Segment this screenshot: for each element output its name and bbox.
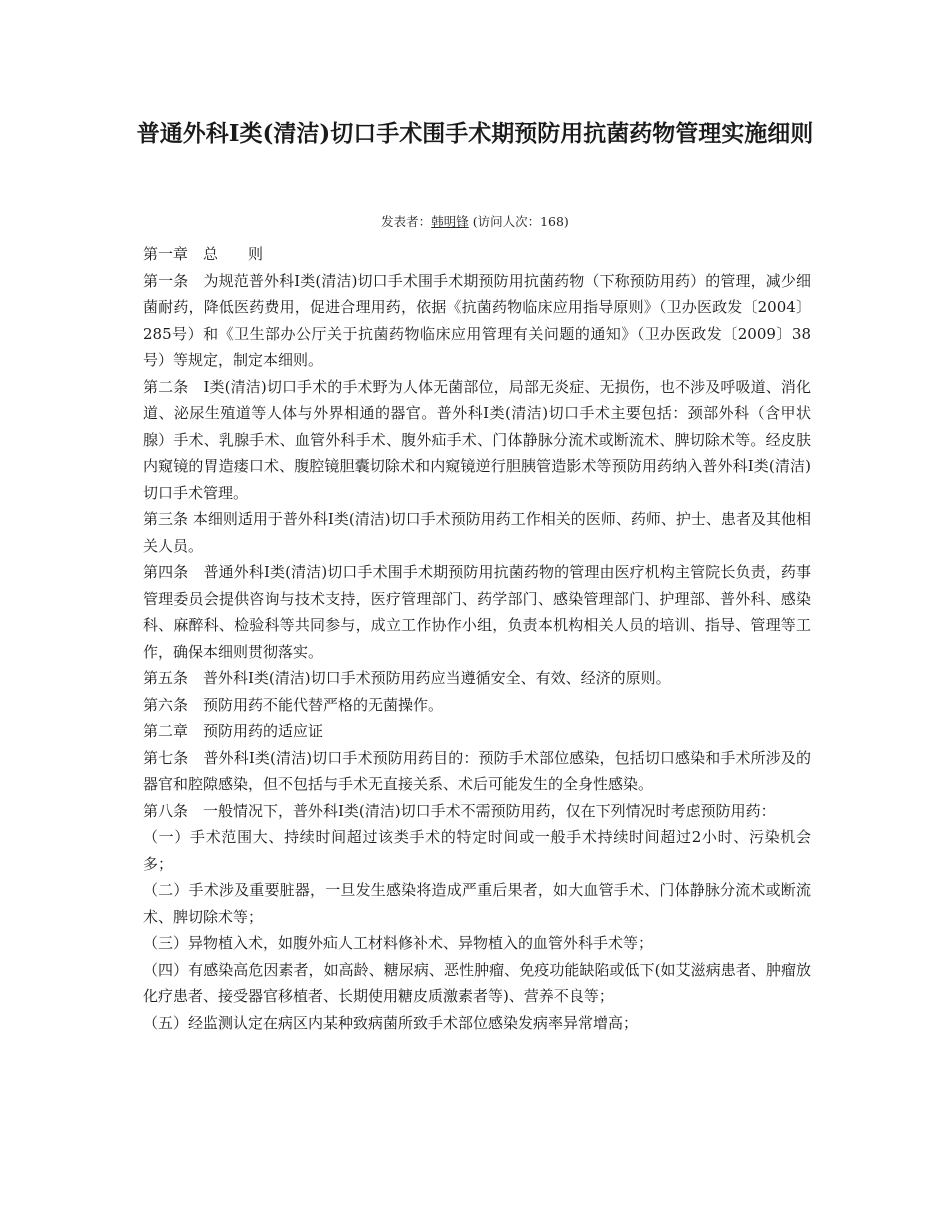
article-paragraph: 第五条 普外科Ⅰ类(清洁)切口手术预防用药应当遵循安全、有效、经济的原则。 xyxy=(143,669,671,687)
author-link[interactable]: 韩明锋 xyxy=(431,214,469,229)
chapter-heading: 第一章 总 则 xyxy=(143,245,264,263)
article-paragraph: 第二条 Ⅰ类(清洁)切口手术的手术野为人体无菌部位，局部无炎症、无损伤，也不涉及呼吸道、消化道、泌尿生殖道等人体与外界相通的器官。普外科Ⅰ类(清洁)切口手术主要包括：颈部外科（含甲状腺）手术、乳腺手术、血管外科手术、腹外疝手术、门体静脉分流术或断流术、脾切除术等。经皮肤内窥镜的胃造瘘口术、腹腔镜胆囊切除术和内窥镜逆行胆胰管造影术等预防用药纳入普外科Ⅰ类(清洁)切口手术管理。 xyxy=(143,377,811,502)
meta-prefix: 发表者： xyxy=(381,214,432,229)
list-item: （四）有感染高危因素者，如高龄、糖尿病、恶性肿瘤、免疫功能缺陷或低下(如艾滋病患者、肿瘤放化疗患者、接受器官移植者、长期使用糖皮质激素者等)、营养不良等； xyxy=(143,960,811,1005)
list-item: （二）手术涉及重要脏器，一旦发生感染将造成严重后果者，如大血管手术、门体静脉分流术或断流术、脾切除术等； xyxy=(143,881,811,926)
article-paragraph: 第六条 预防用药不能代替严格的无菌操作。 xyxy=(143,695,444,714)
article-paragraph: 第三条 本细则适用于普外科Ⅰ类(清洁)切口手术预防用药工作相关的医师、药师、护士、患者及其他相关人员。 xyxy=(143,510,811,555)
list-item: （五）经监测认定在病区内某种致病菌所致手术部位感染发病率异常增高； xyxy=(143,1013,639,1032)
visit-count: (访问人次：168) xyxy=(472,214,569,229)
document-meta xyxy=(0,212,950,232)
article-paragraph: 第一条 为规范普外科Ⅰ类(清洁)切口手术围手术期预防用抗菌药物（下称预防用药）的管理，减少细菌耐药，降低医药费用，促进合理用药，依据《抗菌药物临床应用指导原则》（卫办医政发〔2004〕285号）和《卫生部办公厅关于抗菌药物临床应用管理有关问题的通知》（卫办医政发〔2009〕38号）等规定，制定本细则。 xyxy=(143,271,811,369)
chapter-heading: 第二章 预防用药的适应证 xyxy=(143,722,324,740)
article-paragraph: 第八条 一般情况下，普外科Ⅰ类(清洁)切口手术不需预防用药，仅在下列情况时考虑预防用药： xyxy=(143,801,776,820)
article-paragraph: 第七条 普外科Ⅰ类(清洁)切口手术预防用药目的：预防手术部位感染，包括切口感染和手术所涉及的器官和腔隙感染，但不包括与手术无直接关系、术后可能发生的全身性感染。 xyxy=(143,748,811,793)
document-body xyxy=(143,241,811,1036)
list-item: （三）异物植入术，如腹外疝人工材料修补术、异物植入的血管外科手术等； xyxy=(143,934,654,952)
article-paragraph: 第四条 普通外科Ⅰ类(清洁)切口手术围手术期预防用抗菌药物的管理由医疗机构主管院长负责，药事管理委员会提供咨询与技术支持，医疗管理部门、药学部门、感染管理部门、护理部、普外科、感染科、麻醉科、检验科等共同参与，成立工作协作小组，负责本机构相关人员的培训、指导、管理等工作，确保本细则贯彻落实。 xyxy=(143,563,811,661)
document-title: 普通外科Ⅰ类(清洁)切口手术围手术期预防用抗菌药物管理实施细则 xyxy=(136,120,814,147)
list-item: （一）手术范围大、持续时间超过该类手术的特定时间或一般手术持续时间超过2小时、污染机会多； xyxy=(143,828,811,873)
